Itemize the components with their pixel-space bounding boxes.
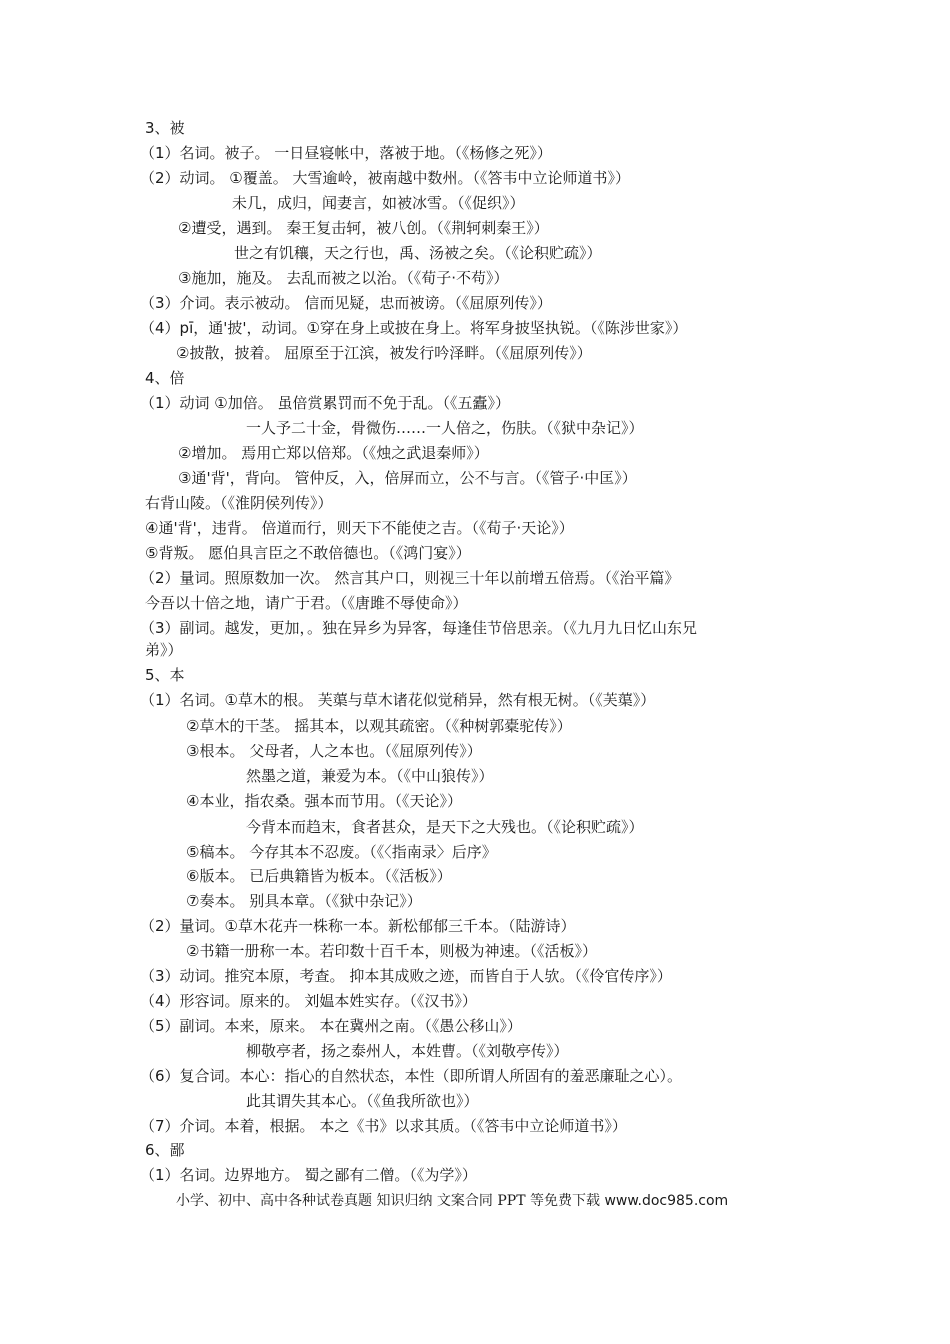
text-line: ⑤背叛。 愿伯具言臣之不敢倍德也。（《鸿门宴》） <box>145 544 471 562</box>
text-line: 3、被 <box>145 119 185 137</box>
text-line: 一人予二十金，骨微伤……一人倍之，伤肤。（《狱中杂记》） <box>246 419 644 437</box>
text-line: ③根本。 父母者，人之本也。（《屈原列传》） <box>186 742 482 760</box>
text-line: ②草木的干茎。 摇其本，以观其疏密。（《种树郭橐驼传》） <box>186 717 572 735</box>
text-line: ④本业，指农桑。强本而节用。（《天论》） <box>186 792 462 810</box>
text-line: ②增加。 焉用亡郑以倍郑。（《烛之武退秦师》） <box>178 444 489 462</box>
text-line: （4）pī，通'披'，动词。①穿在身上或披在身上。将军身披坚执锐。（《陈涉世家》） <box>140 319 688 337</box>
text-line: （2）量词。①草木花卉一株称一本。新松郁郁三千本。（陆游诗） <box>140 917 576 935</box>
text-line: 6、鄙 <box>145 1141 185 1159</box>
text-line: （1）名词。被子。 一日昼寝帐中，落被于地。（《杨修之死》） <box>140 144 552 162</box>
text-line: ②遭受，遇到。 秦王复击轲，被八创。（《荆轲刺秦王》） <box>178 219 549 237</box>
text-line: （1）名词。边界地方。 蜀之鄙有二僧。（《为学》） <box>140 1166 477 1184</box>
page-footer <box>176 1190 728 1210</box>
text-line: （3）动词。推究本原，考查。 抑本其成败之迹，而皆自于人欤。（《伶官传序》） <box>140 967 672 985</box>
text-line: 世之有饥穰，天之行也，禹、汤被之矣。（《论积贮疏》） <box>234 244 602 262</box>
text-line: （3）副词。越发，更加，。独在异乡为异客，每逢佳节倍思亲。（《九月九日忆山东兄 <box>140 619 698 637</box>
text-line: ⑦奏本。 别具本章。（《狱中杂记》） <box>186 892 422 910</box>
text-line: 未几，成归，闻妻言，如被冰雪。（《促织》） <box>232 194 525 212</box>
text-line: （4）形容词。原来的。 刘媪本姓实存。（《汉书》） <box>140 992 477 1010</box>
text-line: ③施加，施及。 去乱而被之以治。（《荀子·不苟》） <box>178 269 509 287</box>
text-line: 柳敬亭者，扬之泰州人，本姓曹。（《刘敬亭传》） <box>246 1042 569 1060</box>
text-line: （3）介词。表示被动。 信而见疑，忠而被谤。（《屈原列传》） <box>140 294 552 312</box>
text-line: （6）复合词。本心：指心的自然状态，本性（即所谓人所固有的羞恶廉耻之心）。 <box>140 1067 683 1085</box>
text-line: 今吾以十倍之地，请广于君。（《唐雎不辱使命》） <box>145 594 468 612</box>
text-line: ②披散，披着。 屈原至于江滨，被发行吟泽畔。（《屈原列传》） <box>176 344 592 362</box>
text-line: （5）副词。本来，原来。 本在冀州之南。（《愚公移山》） <box>140 1017 522 1035</box>
text-line: 4、倍 <box>145 369 185 387</box>
text-line: （2）量词。照原数加一次。 然言其户口，则视三十年以前增五倍焉。（《治平篇》 <box>140 569 680 587</box>
text-line: 此其谓失其本心。（《鱼我所欲也》） <box>246 1092 479 1110</box>
text-line: （7）介词。本着，根据。 本之《书》以求其质。（《答韦中立论师道书》） <box>140 1117 627 1135</box>
text-line: 然墨之道，兼爱为本。（《中山狼传》） <box>246 767 494 785</box>
text-line: ③通'背'，背向。 管仲反，入，倍屏而立，公不与言。（《管子·中匡》） <box>178 469 637 487</box>
footer-text: 小学、初中、高中各种试卷真题 知识归纳 文案合同 PPT 等免费下载 <box>176 1193 605 1209</box>
text-line: 右背山陵。（《淮阴侯列传》） <box>145 494 333 512</box>
text-line: 今背本而趋末，食者甚众，是天下之大残也。（《论积贮疏》） <box>246 818 644 836</box>
text-line: ⑤稿本。 今存其本不忍废。（《〈指南录〉后序》 <box>186 843 497 861</box>
text-line: （2）动词。 ①覆盖。 大雪逾岭，被南越中数州。（《答韦中立论师道书》） <box>140 169 631 187</box>
text-line: （1）名词。①草木的根。 芙蕖与草木诸花似觉稍异，然有根无树。（《芙蕖》） <box>140 691 656 709</box>
text-line: 5、本 <box>145 666 185 684</box>
text-line: （1）动词 ①加倍。 虽倍赏累罚而不免于乱。（《五蠹》） <box>140 394 511 412</box>
text-line: 弟》） <box>145 641 183 659</box>
text-line: ④通'背'，违背。 倍道而行，则天下不能使之吉。（《荀子·天论》） <box>145 519 574 537</box>
text-line: ⑥版本。 已后典籍皆为板本。（《活板》） <box>186 867 452 885</box>
footer-url: www.doc985.com <box>604 1193 729 1209</box>
text-line: ②书籍一册称一本。若印数十百千本，则极为神速。（《活板》） <box>186 942 597 960</box>
